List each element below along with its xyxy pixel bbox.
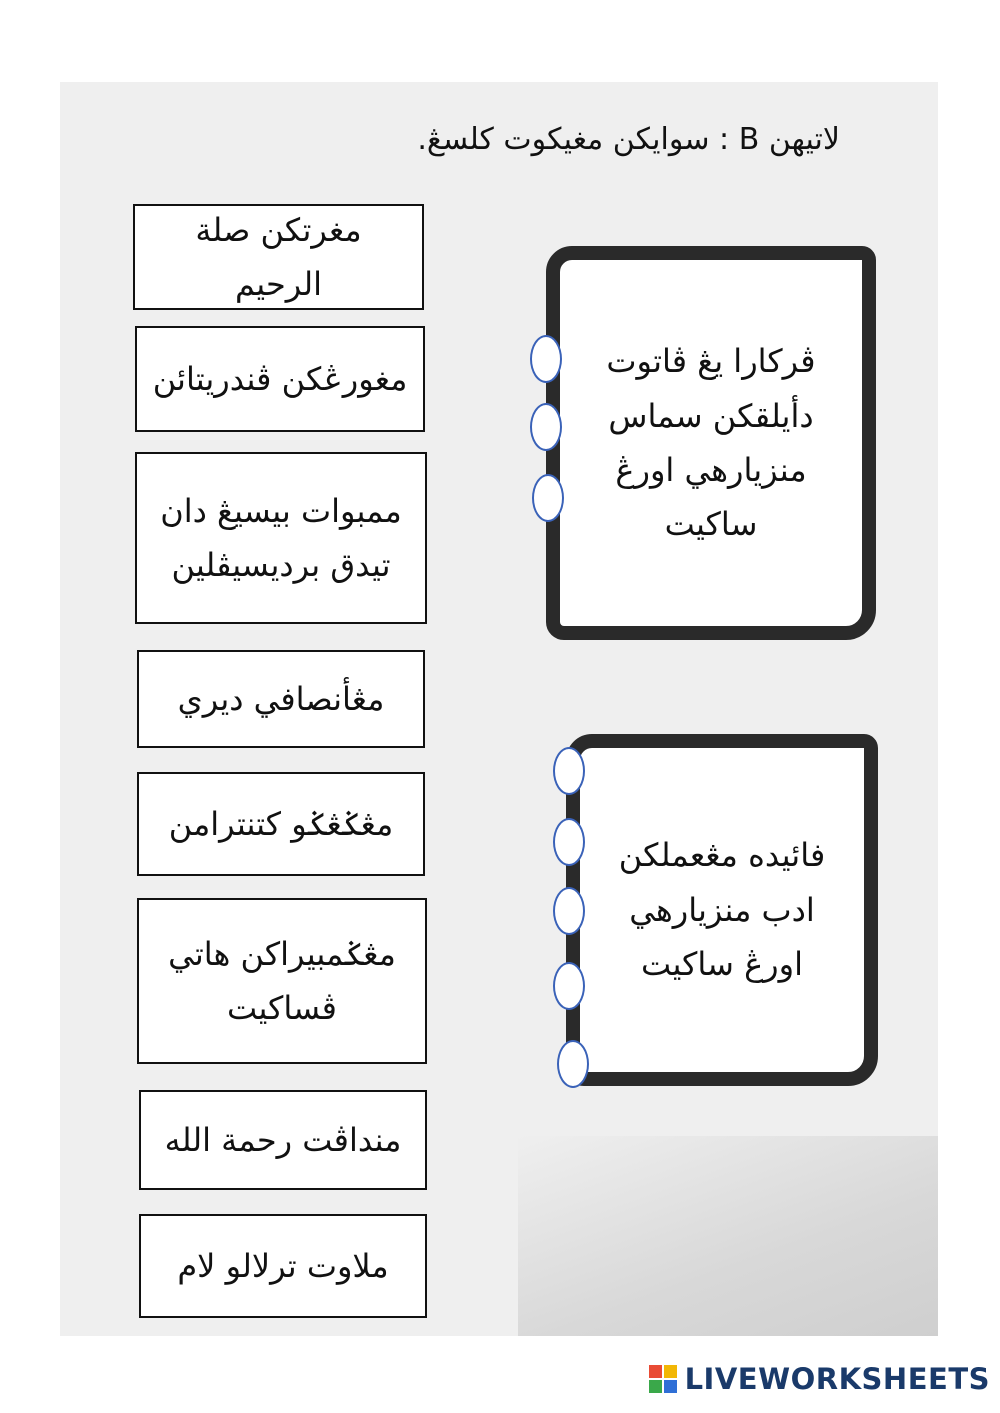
option-box[interactable]: مڠݢمبيراكن هاتي ڤساكيت [137, 898, 427, 1064]
option-box[interactable]: مڠݢڠݢو كتنترامن [137, 772, 425, 876]
question-frame-1 [546, 246, 876, 640]
exercise-title: لاتيهن B : سوايكن مغيكوت كلسڠ. [417, 122, 840, 157]
question-frame-2 [566, 734, 878, 1086]
answer-slot[interactable] [553, 887, 585, 935]
option-box[interactable]: ممبوات بيسيڠ دان تيدق برديسيڤلين [135, 452, 427, 624]
logo-text: LIVEWORKSHEETS [684, 1362, 990, 1396]
logo-mark-icon [649, 1365, 679, 1393]
option-box[interactable]: مغورڠكن ڤندريتائن [135, 326, 425, 432]
answer-slot[interactable] [557, 1040, 589, 1088]
answer-slot[interactable] [553, 962, 585, 1010]
answer-slot[interactable] [530, 403, 562, 451]
option-box[interactable]: منداڤت رحمة الله [139, 1090, 427, 1190]
page-shadow [518, 1136, 938, 1336]
answer-slot[interactable] [553, 747, 585, 795]
answer-slot[interactable] [532, 474, 564, 522]
liveworksheets-logo [649, 1359, 990, 1399]
answer-slot[interactable] [553, 818, 585, 866]
option-box[interactable]: مڠأنصافي ديري [137, 650, 425, 748]
option-box[interactable]: مغرتكن صلة الرحيم [133, 204, 424, 310]
question-text-1: ڤركارا يڠ ڤاتوت دأيلقكن سماس منزيارهي اورڠ ساكيت [606, 342, 816, 544]
option-box[interactable]: ملاوت ترلالو لام [139, 1214, 427, 1318]
question-text-2: فائيده مڠعملكن ادب منزيارهي اورڠ ساكيت [618, 836, 826, 984]
answer-slot[interactable] [530, 335, 562, 383]
